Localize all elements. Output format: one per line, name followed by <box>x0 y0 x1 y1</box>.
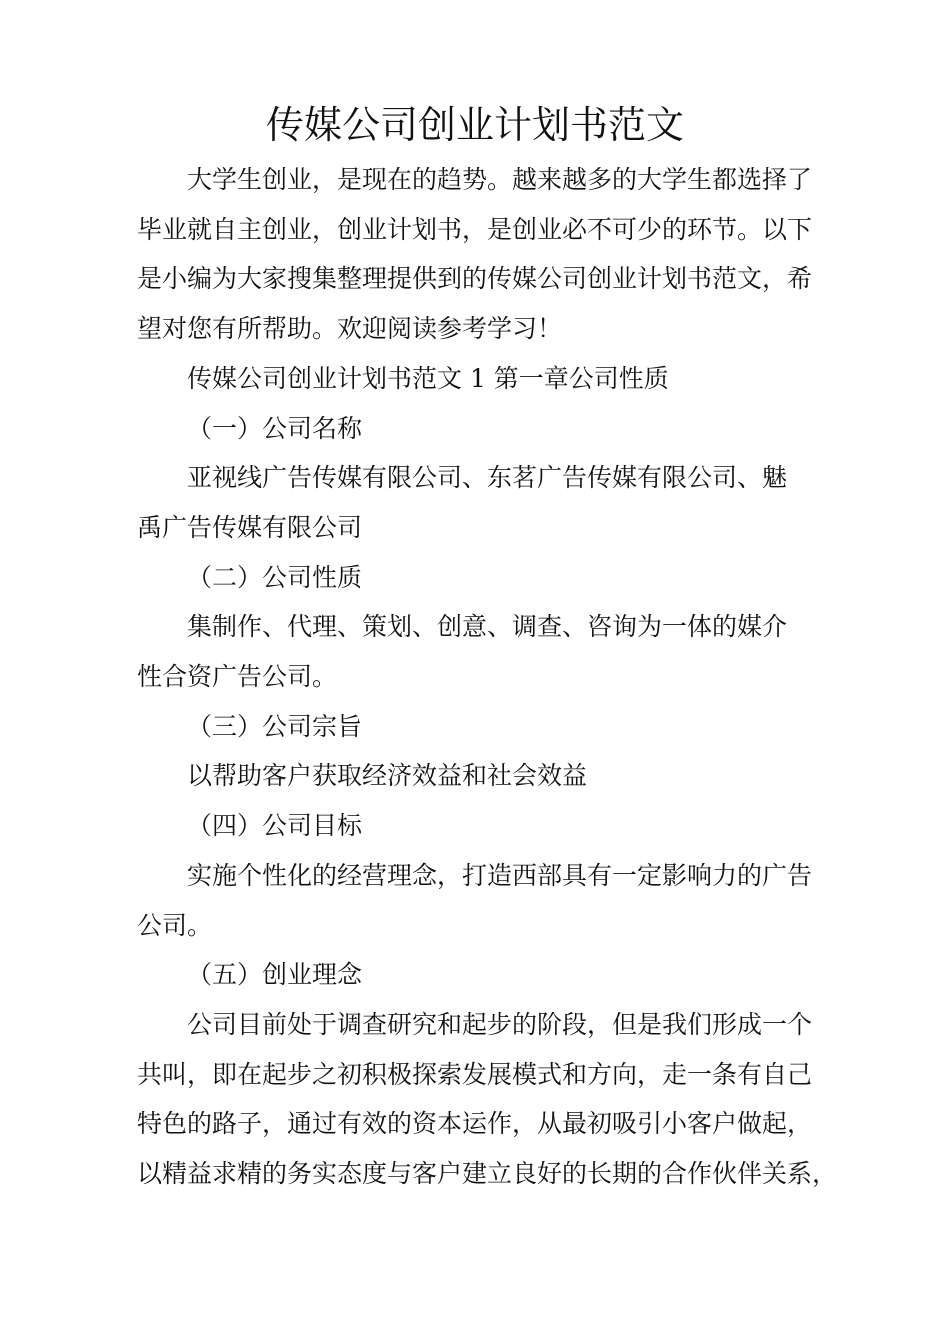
section-company-purpose-text: 以帮助客户获取经济效益和社会效益 <box>187 761 588 791</box>
section-heading-company-purpose: （三）公司宗旨 <box>187 711 363 741</box>
paragraph-line: 集制作、代理、策划、创意、调查、咨询为一体的媒介 <box>187 612 788 642</box>
paragraph-line: 性合资广告公司。 <box>137 662 338 692</box>
section-heading-business-philosophy: （五）创业理念 <box>187 960 363 990</box>
paragraph-line: 是小编为大家搜集整理提供到的传媒公司创业计划书范文，希 <box>137 264 813 294</box>
section-heading-company-nature: （二）公司性质 <box>187 562 363 592</box>
paragraph-line: 望对您有所帮助。欢迎阅读参考学习！ <box>137 314 563 344</box>
document-body <box>137 155 837 1199</box>
paragraph-line: 禹广告传媒有限公司 <box>137 512 363 542</box>
chapter-heading: 传媒公司创业计划书范文 1 第一章公司性质 <box>187 363 669 393</box>
paragraph-line: 共叫，即在起步之初积极探索发展模式和方向，走一条有自己 <box>137 1059 813 1089</box>
paragraph-line: 特色的路子，通过有效的资本运作，从最初吸引小客户做起， <box>137 1109 813 1139</box>
intro-paragraph <box>137 155 837 354</box>
paragraph-line: 公司目前处于调查研究和起步的阶段，但是我们形成一个 <box>187 1009 813 1039</box>
section-company-nature-text <box>137 602 837 701</box>
paragraph-line: 亚视线广告传媒有限公司、东茗广告传媒有限公司、魅 <box>187 463 788 493</box>
paragraph-line: 实施个性化的经营理念，打造西部具有一定影响力的广告 <box>187 860 813 890</box>
paragraph-line: 以精益求精的务实态度与客户建立良好的长期的合作伙伴关系， <box>137 1159 838 1189</box>
paragraph-line: 毕业就自主创业，创业计划书，是创业必不可少的环节。以下 <box>137 214 813 244</box>
section-business-philosophy-text <box>137 1000 837 1199</box>
paragraph-line: 大学生创业，是现在的趋势。越来越多的大学生都选择了 <box>187 165 813 194</box>
section-company-goal-text <box>137 851 837 950</box>
paragraph-line: 公司。 <box>137 910 213 940</box>
document-title: 传媒公司创业计划书范文 <box>265 103 684 147</box>
section-heading-company-name: （一）公司名称 <box>187 413 363 443</box>
section-company-name-text <box>137 453 837 552</box>
section-heading-company-goal: （四）公司目标 <box>187 811 363 841</box>
